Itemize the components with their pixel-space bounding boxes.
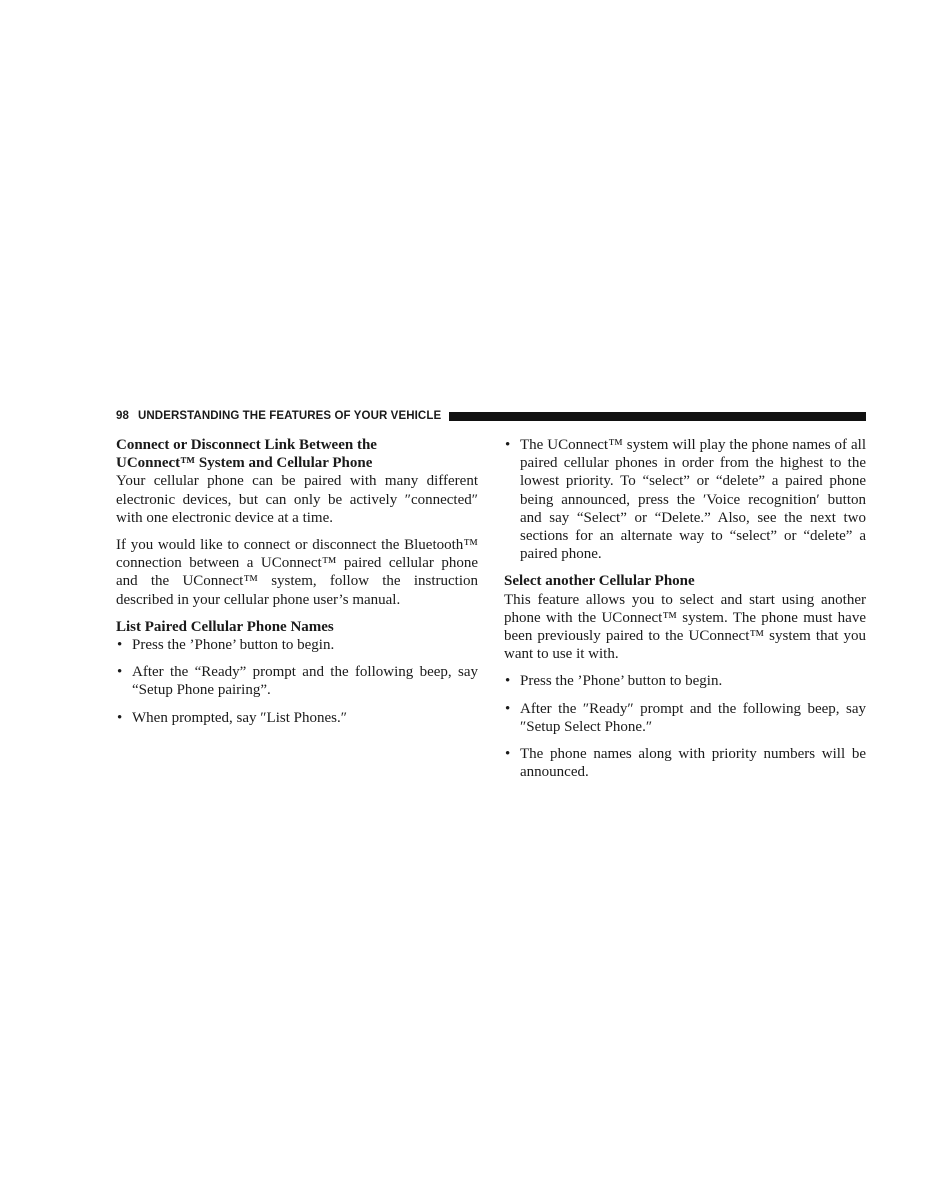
page-number: 98 [116, 410, 129, 422]
left-column [116, 436, 478, 736]
chapter-title: UNDERSTANDING THE FEATURES OF YOUR VEHICLE [138, 410, 442, 422]
heading-line-1: Connect or Disconnect Link Between the [116, 437, 377, 453]
list-item [116, 709, 478, 727]
right-column [504, 436, 866, 790]
bullet-glyph: • [505, 700, 511, 717]
section-heading-list-paired: List Paired Cellular Phone Names [116, 618, 334, 635]
bullet-glyph: • [117, 637, 123, 654]
list-item [116, 663, 478, 699]
bullet-glyph: • [505, 746, 511, 763]
paragraph-select-info: This feature allows you to select and start using another phone with the UConnect™ system. The phone must have been previously paired to the UConnect™ system that you want to use it with. [504, 591, 866, 663]
section-heading-select-another: Select another Cellular Phone [504, 573, 695, 590]
list-item-text: Press the ’Phone’ button to begin. [132, 637, 335, 654]
list-select-steps [504, 672, 866, 781]
list-item-text: When prompted, say ″List Phones.″ [132, 709, 347, 726]
paragraph-connect-instructions: If you would like to connect or disconnect the Bluetooth™ connection between a UConnect™ paired cellular phone and the UConnect™ system, follow the instruction described in your cellular phone user’s manual. [116, 537, 478, 608]
list-item [504, 700, 866, 736]
list-item-text: Press the ’Phone’ button to begin. [520, 673, 723, 690]
heading-line-2: UConnect™ System and Cellular Phone [116, 455, 373, 472]
list-item [504, 672, 866, 690]
header-rule [449, 412, 866, 421]
list-item-text: After the “Ready” prompt and the following beep, say “Setup Phone pairing”. [132, 664, 478, 699]
list-item-text: After the ″Ready″ prompt and the following beep, say ″Setup Select Phone.″ [520, 700, 866, 735]
bullet-glyph: • [117, 664, 123, 681]
bullet-glyph: • [117, 709, 123, 726]
list-item [504, 436, 866, 563]
list-paired-steps [116, 636, 478, 727]
list-item-text: The UConnect™ system will play the phone names of all paired cellular phones in order from the highest to the lowest priority. To “select” or “delete” a paired phone being announced, press the ′Voice recognition′ button and say “Select” or “Delete.” Also, see the next two sections for an alternate way to “select” or “delete” a paired phone. [520, 437, 866, 563]
section-heading-connect-disconnect [116, 436, 478, 472]
bullet-glyph: • [505, 437, 511, 453]
list-item [504, 745, 866, 781]
list-item-text: The phone names along with priority numbers will be announced. [520, 746, 866, 781]
bullet-glyph: • [505, 673, 511, 690]
list-item [116, 636, 478, 654]
paragraph-pairing-info: Your cellular phone can be paired with many different electronic devices, but can only be actively ″connected″ with one electronic device at a time. [116, 473, 478, 526]
list-continued [504, 436, 866, 563]
page-header [116, 408, 866, 424]
